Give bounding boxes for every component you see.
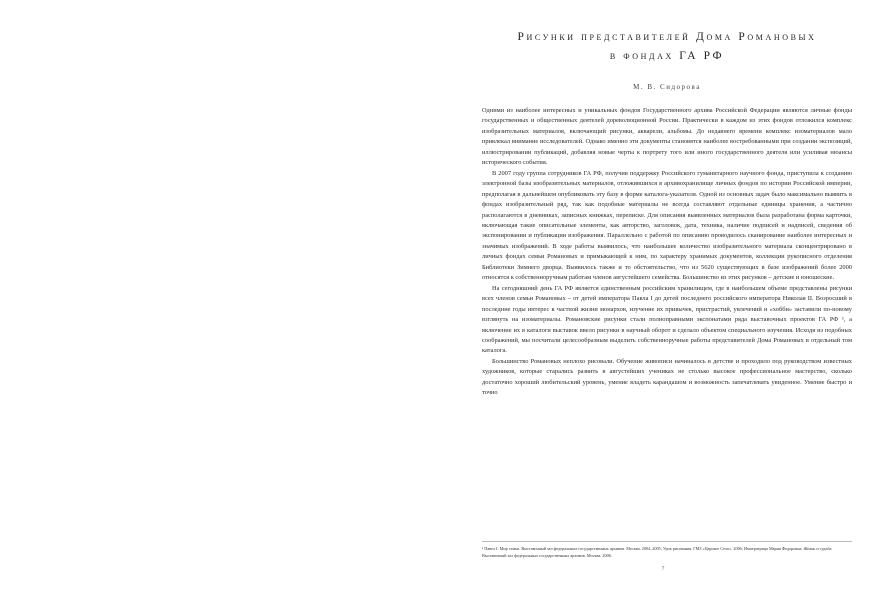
article-body bbox=[482, 106, 852, 399]
title-line-2: в фондах ГА РФ bbox=[609, 50, 725, 62]
paragraph-1: Одними из наиболее интересных и уникальных фондов Государственного архива Российской Федерации являются личные фонды государственных и общественных деятелей дореволюционной России. Практически в каждом из этих фондов отложился комплекс изобразительных материалов, включающий рисунки, акварели, альбомы. До недавнего времени комплекс изоматериалов мало привлекал внимание исследователей. Однако именно эти документы становятся наиболее востребованными при создании экспозиций, иллюстрировании публикаций, добавляя новые черты к портрету того или иного государственного деятеля или усиливая нюансы исторического события. bbox=[482, 107, 852, 167]
article-content bbox=[482, 28, 852, 399]
paragraph-2: В 2007 году группа сотрудников ГА РФ, получив поддержку Российского гуманитарного научного фонда, приступила к созданию электронной базы изобразительных материалов, отложившихся в архивохранилище личных фондов по истории Российской империи, предполагая в дальнейшем опубликовать эту базу в форме каталога-указателя. Одной из основных задач было максимально выявить в фондах изобразительный ряд, так как подобные материалы не всегда составляют отдельные единицы хранения, а частично располагаются в дневниках, записных книжках, переписке. Для описания выявленных материалов была разработана форма карточки, включающая такие описательные элементы, как авторство, заголовок, дата, техника, наличие подписей и надписей, сведения об экспонировании и публикации изображения. Параллельно с работой по описанию проводилось сканирование наиболее интересных и значимых изображений. В ходе работы выявилось, что наибольшее количество изобразительного материала сконцентрировано в личных фондах семьи Романовых и примыкающей к ним, по характеру хранимых документов, коллекции рукописного отделения Библиотеки Зимнего дворца. Выявилось также и то обстоятельство, что из 5620 существующих в базе изображений более 2000 относятся к собственноручным работам членов августейшего семейства. Большинство из этих рисунков – детские и юношеские. bbox=[482, 169, 852, 282]
footnotes bbox=[482, 541, 852, 559]
article-title bbox=[482, 28, 852, 66]
title-line-1: Рисунки представителей Дома Романовых bbox=[517, 31, 817, 43]
right-page bbox=[442, 0, 884, 600]
footnote-1: ¹ Павел I. Мир семьи. Выставочный зал федеральных государственных архивов. Москва. 2004–2005; Урок рисования. ГМЗ «Царское Село». 2006; Императрица Мария Федоровна. Жизнь и судьба. Выставочный зал федеральных государственных архивов. Москва. 2006. bbox=[482, 546, 833, 558]
paragraph-4: Большинство Романовых неплохо рисовали. Обучение живописи начиналось в детстве и проходило под руководством известных художников, которые старались развить в августейших учениках не столько высокое профессиональное мастерство, сколько достаточно хороший любительский уровень, умение владеть карандашом и возможность запечатлевать увиденное. Умение быстро и точно bbox=[482, 357, 852, 397]
page-number: 7 bbox=[661, 566, 665, 572]
paragraph-3: На сегодняшний день ГА РФ является единственным российским хранилищем, где в наибольшем объеме представлены рисунки всех членов семьи Романовых – от детей императора Павла I до детей последнего российского императора Николая II. Возросший в последние годы интерес к частной жизни монархов, изучение их привычек, пристрастий, увлечений и «хобби» заставили по-новому взглянуть на изоматериалы. Романовские рисунки стали полноправными экспонатами ряда выставочных проектов ГА РФ ¹, а включение их в каталоги выставок ввело рисунки в научный оборот и сделало объектом специального изучения. Исходя из подобных соображений, мы посчитали целесообразным выделить собственноручные работы представителей Дома Романовых в отдельный том каталога. bbox=[482, 284, 852, 355]
author-name: М. В. Сидорова bbox=[633, 83, 701, 91]
